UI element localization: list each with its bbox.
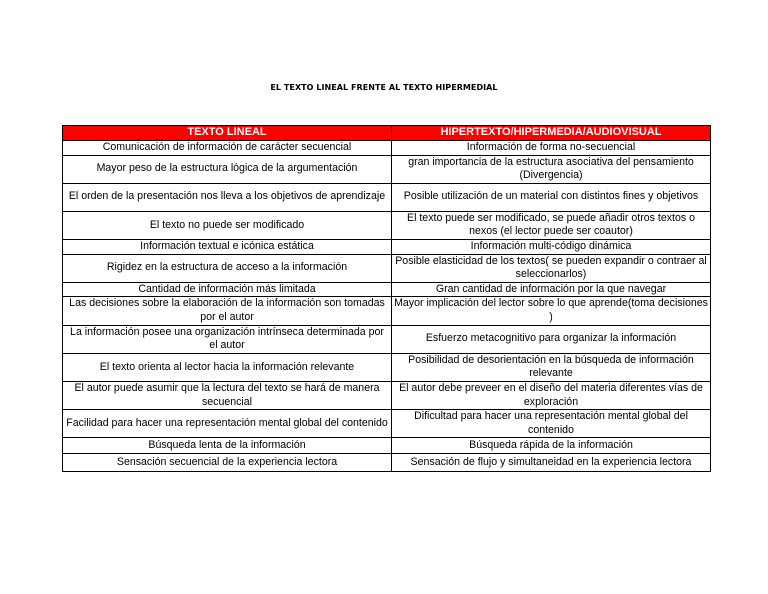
table-row xyxy=(63,254,711,282)
table-row xyxy=(63,454,711,472)
hipermedia-cell: Información de forma no-secuencial xyxy=(392,141,711,156)
lineal-cell: El orden de la presentación nos lleva a los objetivos de aprendizaje xyxy=(63,183,392,211)
lineal-cell: Información textual e icónica estática xyxy=(63,239,392,254)
header-hipertexto: HIPERTEXTO/HIPERMEDIA/AUDIOVISUAL xyxy=(392,126,711,141)
hipermedia-cell: Información multi-código dinámica xyxy=(392,239,711,254)
hipermedia-cell: Posible utilización de un material con distintos fines y objetivos xyxy=(392,183,711,211)
header-texto-lineal: TEXTO LINEAL xyxy=(63,126,392,141)
hipermedia-cell: Posible elasticidad de los textos( se pueden expandir o contraer al seleccionarlos) xyxy=(392,254,711,282)
hipermedia-cell: Mayor implicación del lector sobre lo que aprende(toma decisiones ) xyxy=(392,297,711,325)
hipermedia-cell: Esfuerzo metacognitivo para organizar la información xyxy=(392,325,711,353)
lineal-cell: El autor puede asumir que la lectura del texto se hará de manera secuencial xyxy=(63,381,392,409)
hipermedia-cell: Dificultad para hacer una representación mental global del contenido xyxy=(392,410,711,438)
hipermedia-cell: Posibilidad de desorientación en la búsqueda de información relevante xyxy=(392,353,711,381)
table-header-row xyxy=(63,126,711,141)
lineal-cell: Las decisiones sobre la elaboración de la información son tomadas por el autor xyxy=(63,297,392,325)
table-row xyxy=(63,381,711,409)
document-title: EL TEXTO LINEAL FRENTE AL TEXTO HIPERMEDIAL xyxy=(270,83,498,92)
hipermedia-cell: Gran cantidad de información por la que navegar xyxy=(392,282,711,297)
table-row xyxy=(63,438,711,454)
lineal-cell: El texto orienta al lector hacia la información relevante xyxy=(63,353,392,381)
table-row xyxy=(63,353,711,381)
table-row xyxy=(63,325,711,353)
table-row xyxy=(63,141,711,156)
hipermedia-cell: gran importancia de la estructura asociativa del pensamiento (Divergencia) xyxy=(392,155,711,183)
lineal-cell: La información posee una organización intrínseca determinada por el autor xyxy=(63,325,392,353)
lineal-cell: Comunicación de información de carácter secuencial xyxy=(63,141,392,156)
lineal-cell: Búsqueda lenta de la información xyxy=(63,438,392,454)
table-row xyxy=(63,282,711,297)
lineal-cell: Cantidad de información más limitada xyxy=(63,282,392,297)
hipermedia-cell: El autor debe preveer en el diseño del materia diferentes vías de exploración xyxy=(392,381,711,409)
hipermedia-cell: Búsqueda rápida de la información xyxy=(392,438,711,454)
hipermedia-cell: El texto puede ser modificado, se puede añadir otros textos o nexos (el lector puede ser coautor) xyxy=(392,211,711,239)
table-row xyxy=(63,297,711,325)
comparison-table xyxy=(62,125,711,472)
lineal-cell: Mayor peso de la estructura lógica de la argumentación xyxy=(63,155,392,183)
lineal-cell: Rigidez en la estructura de acceso a la información xyxy=(63,254,392,282)
table-row xyxy=(63,211,711,239)
table-row xyxy=(63,183,711,211)
table-row xyxy=(63,410,711,438)
table-row xyxy=(63,155,711,183)
lineal-cell: El texto no puede ser modificado xyxy=(63,211,392,239)
lineal-cell: Sensación secuencial de la experiencia lectora xyxy=(63,454,392,472)
hipermedia-cell: Sensación de flujo y simultaneidad en la experiencia lectora xyxy=(392,454,711,472)
table-row xyxy=(63,239,711,254)
lineal-cell: Facilidad para hacer una representación mental global del contenido xyxy=(63,410,392,438)
